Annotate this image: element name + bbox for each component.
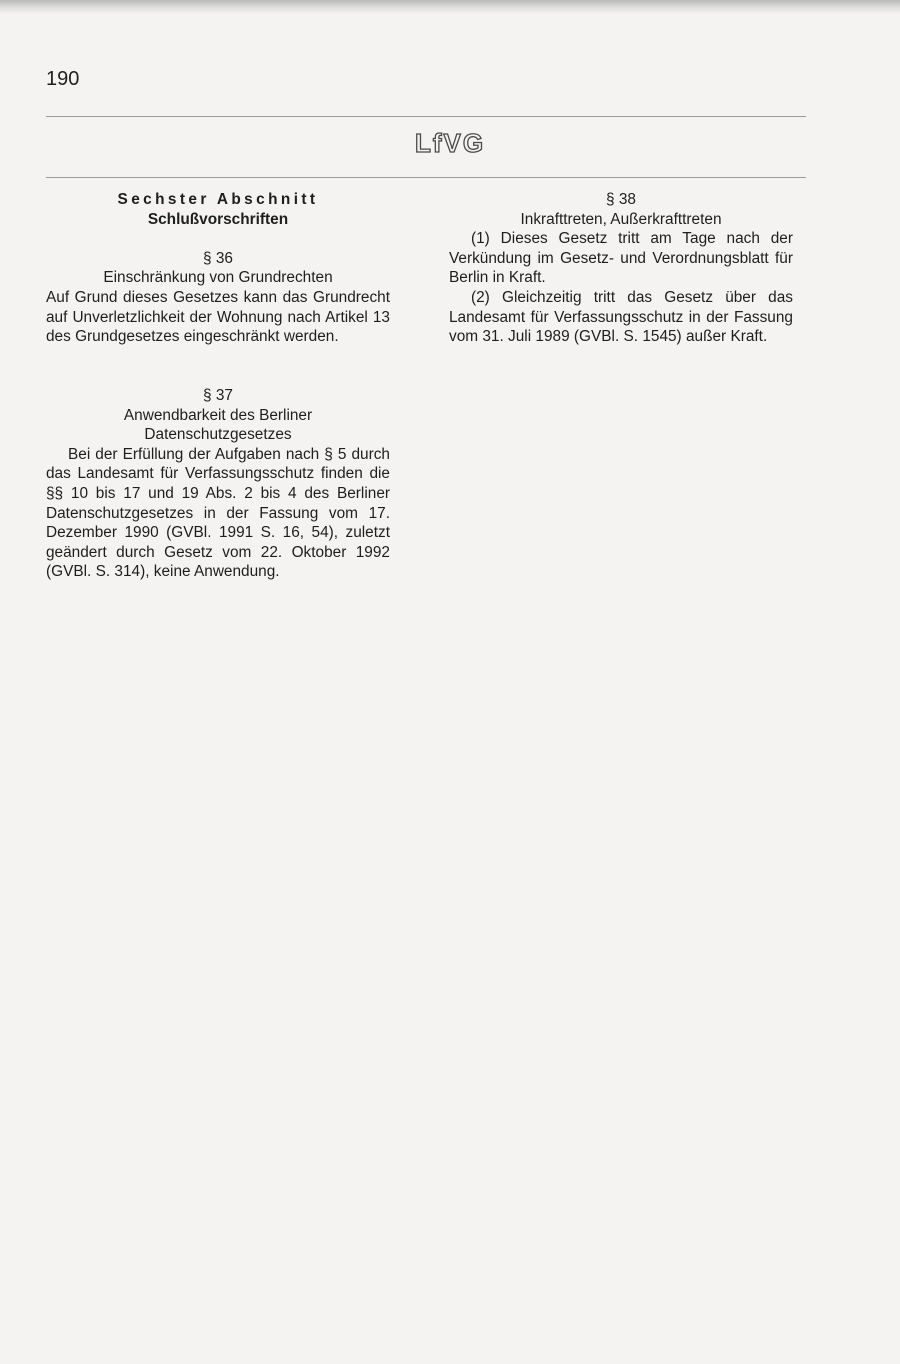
page-number: 190	[46, 68, 80, 90]
paragraph-title: Anwendbarkeit des Berliner	[123, 406, 313, 424]
paragraph-text: Bei der Erfüllung der Aufgaben nach § 5 durch das Landesamt für Verfassungsschutz finden die §§ 10 bis 17 und 19 Abs. 2 bis 4 des Berliner Datenschutzgesetzes in der Fassung vom 17. Dezember 1990 (GVBl. 1991 S. 16, 54), zuletzt geändert durch Gesetz vom 22. Oktober 1992 (GVBl. S. 314), keine Anwendung.	[46, 445, 390, 581]
paragraph-number: § 38	[606, 191, 636, 208]
paragraph-36	[46, 249, 390, 347]
paragraph-title: Inkrafttreten, Außerkrafttreten	[520, 210, 722, 228]
paragraph-number: § 36	[203, 249, 233, 267]
running-header-mark: LfVG	[414, 128, 486, 158]
spacer	[46, 366, 390, 386]
paragraph-item-2: (2) Gleichzeitig tritt das Gesetz über das Landesamt für Verfassungsschutz in der Fassung vom 31. Juli 1989 (GVBl. S. 1545) außer Kraft.	[449, 288, 793, 346]
right-column	[449, 190, 793, 347]
paragraph-38	[449, 190, 793, 347]
spacer	[46, 347, 390, 367]
spacer	[46, 229, 390, 249]
section-title: Sechster Abschnitt	[117, 191, 319, 208]
header-rule-top	[46, 116, 806, 117]
scan-top-shadow	[0, 0, 900, 14]
left-column	[46, 190, 390, 582]
header-rule-bottom	[46, 177, 806, 178]
paragraph-title-continued: Datenschutzgesetzes	[144, 426, 292, 444]
paragraph-item-1: (1) Dieses Gesetz tritt am Tage nach der Verkündung im Gesetz- und Verordnungsblatt für Berlin in Kraft.	[449, 230, 793, 287]
section-subtitle: Schlußvorschriften	[147, 210, 289, 228]
paragraph-37	[46, 386, 390, 582]
paragraph-title: Einschränkung von Grundrechten	[103, 269, 333, 287]
paragraph-number: § 37	[203, 386, 233, 404]
paragraph-text: Auf Grund dieses Gesetzes kann das Grundrecht auf Unverletzlichkeit der Wohnung nach Artikel 13 des Grundgesetzes eingeschränkt werden.	[46, 288, 390, 346]
